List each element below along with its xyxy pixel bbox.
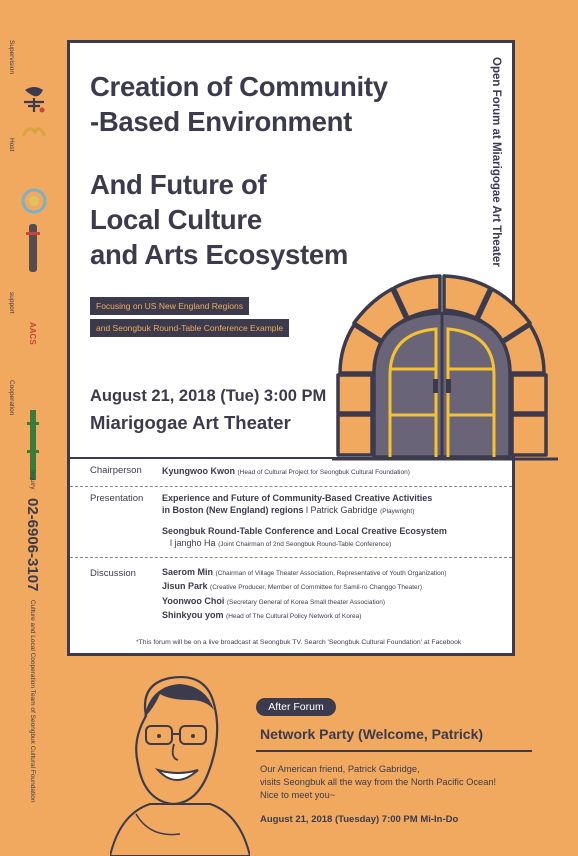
title-line: -Based Environment: [90, 106, 353, 137]
discussant-name: Saerom Min: [162, 566, 214, 577]
chair-label: Chairperson: [90, 465, 142, 476]
discussant: [162, 609, 508, 624]
desc-line: visits Seongbuk all the way from the North Pacific Ocean!: [260, 777, 497, 787]
title-line: Creation of Community: [90, 71, 388, 102]
discussant: [162, 580, 508, 595]
desc-line: Nice to meet you~: [260, 790, 336, 800]
after-forum-pill: After Forum: [256, 698, 336, 716]
program-row-presentation: [70, 487, 512, 558]
inquiry-org: Culture and Local Cooperation Team of Seongbuk Cultural Foundation: [29, 599, 36, 803]
discussant: [162, 595, 508, 610]
discussant-role: (Secretary General of Korea Small theater Association): [226, 598, 386, 606]
supervision-logo: [21, 84, 47, 114]
aacs-logo: AACS: [28, 322, 37, 345]
discussion-label: Discussion: [90, 567, 136, 579]
chair-role: (Head of Cultural Project for Seongbuk Cultural Foundation): [237, 469, 410, 476]
supervision-logo-2: [21, 122, 47, 140]
title-part1: [90, 69, 388, 139]
event-date: August 21, 2018 (Tue) 3:00 PM: [90, 387, 327, 405]
discussant-name: Jisun Park: [162, 581, 208, 591]
pres2-speaker: l jangho Ha: [170, 538, 216, 548]
inquiry-label: Inquiry: [29, 470, 36, 490]
pres1-speaker: l Patrick Gabridge: [306, 505, 378, 515]
program-table: [70, 457, 512, 628]
cooperation-label: Cooperation: [8, 380, 15, 416]
title-line: and Arts Ecosystem: [90, 239, 348, 270]
theater-door-illustration: [332, 243, 558, 469]
support-label: support: [8, 292, 15, 314]
discussant-role: (Chairman of Village Theater Association, Representative of Youth Organization): [215, 569, 447, 577]
broadcast-note: *This forum will be on a live broadcast at Seongbuk TV. Search 'Seongbuk Cultural Foundation' at Facebook: [136, 639, 462, 646]
pres2-role: (Joint Chairman of 2nd Seongbuk Round-Table Conference): [218, 541, 392, 548]
divider: [256, 750, 532, 752]
pres2-title: Seongbuk Round-Table Conference and Local Creative Ecosystem: [162, 525, 447, 536]
host-logo: [21, 188, 47, 214]
pres1-title: Experience and Future of Community-Based Creative Activities: [162, 492, 433, 503]
desc-line: Our American friend, Patrick Gabridge,: [260, 764, 420, 774]
discussant: [162, 566, 508, 581]
presentation-label: Presentation: [90, 492, 144, 504]
focus-tag-1: Focusing on US New England Regions: [90, 297, 249, 315]
inquiry-phone: 02-6906-3107: [24, 497, 41, 592]
event-venue: Miarigogae Art Theater: [90, 412, 291, 433]
program-row-discussion: [70, 558, 512, 628]
vertical-subtitle: Open Forum at Miarigogae Art Theater: [490, 57, 502, 267]
party-datetime: August 21, 2018 (Tuesday) 7:00 PM Mi-In-Do: [260, 814, 459, 825]
discussant-role: (Head of The Cultural Policy Network of Korea): [226, 613, 362, 620]
host-logo-2: [24, 224, 42, 272]
patrick-portrait-illustration: [110, 664, 250, 856]
discussant-role: (Creative Producer, Member of Committee for Samil-ro Changgo Theater): [210, 584, 422, 591]
discussant-name: Shinkyou yom: [162, 610, 224, 620]
focus-tag-2: and Seongbuk Round-Table Conference Example: [90, 319, 289, 337]
party-description: [260, 763, 496, 802]
pres1-title-2: in Boston (New England) regions: [162, 505, 304, 515]
network-party-title: Network Party (Welcome, Patrick): [260, 726, 484, 742]
title-part2: [90, 167, 348, 272]
inquiry-block: [23, 470, 41, 802]
chair-name: Kyungwoo Kwon: [162, 466, 235, 476]
host-label: Host: [8, 138, 15, 152]
discussant-name: Yoonwoo Choi: [162, 595, 225, 606]
pres1-role: (Playwright): [380, 508, 415, 515]
title-line: Local Culture: [90, 204, 262, 235]
title-line: And Future of: [90, 169, 267, 200]
poster-card: [67, 40, 515, 656]
supervision-label: Supervision: [8, 40, 15, 74]
program-row-chair: [70, 459, 512, 487]
